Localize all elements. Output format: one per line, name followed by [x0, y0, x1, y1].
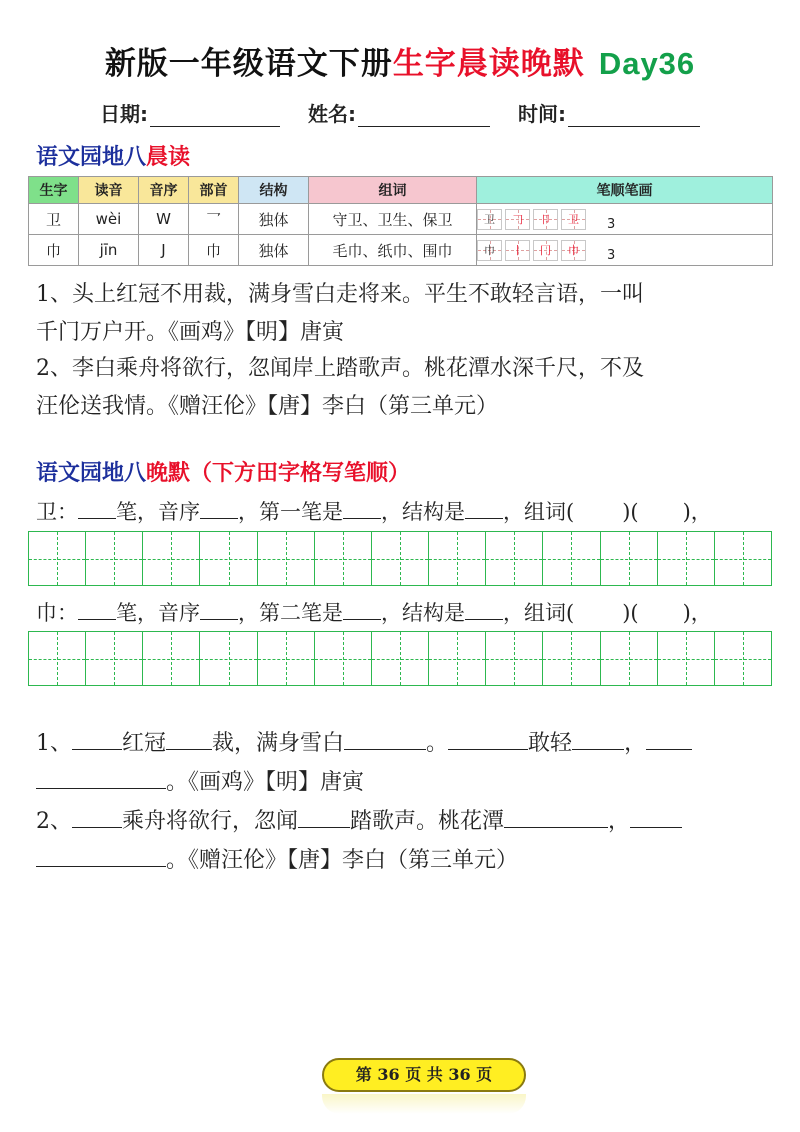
row-words: 毛巾、纸巾、围巾: [309, 235, 477, 266]
recite-line: 。《赠汪伦》【唐】李白（第三单元）: [36, 841, 776, 880]
row-index: W: [139, 204, 189, 235]
question-2: 巾： 笔，音序 ，第二笔是 ，结构是 ，组词( )( )，: [36, 601, 712, 625]
page-indicator: 第 36 页 共 36 页: [322, 1058, 526, 1092]
grid-cell[interactable]: [200, 532, 257, 585]
question-label: 笔，音序: [116, 500, 200, 524]
answer-blank[interactable]: [343, 599, 381, 620]
time-blank[interactable]: [568, 104, 700, 127]
question-label: ，组词(: [503, 500, 575, 524]
poem-1: [36, 276, 776, 352]
recite-line: 1、 红冠 裁，满身雪白 。 敢轻 ，: [36, 724, 776, 763]
page-title: [0, 38, 800, 83]
grid-cell[interactable]: [658, 632, 715, 685]
row-pinyin: wèi: [79, 204, 139, 235]
grid-cell[interactable]: [486, 632, 543, 685]
answer-blank[interactable]: [78, 498, 116, 519]
character-table: [28, 176, 773, 266]
row-char: 卫: [29, 204, 79, 235]
row-char: 巾: [29, 235, 79, 266]
grid-cell[interactable]: [200, 632, 257, 685]
question-label: ，结构是: [381, 601, 465, 625]
morning-section-title: [36, 140, 190, 171]
answer-blank[interactable]: [572, 729, 624, 750]
row-structure: 独体: [239, 235, 309, 266]
answer-blank[interactable]: [36, 768, 166, 789]
question-label: ，组词(: [503, 601, 575, 625]
stroke-step: 卩: [533, 209, 558, 230]
header-pinyin: 读音: [79, 177, 139, 204]
name-blank[interactable]: [358, 104, 490, 127]
date-blank[interactable]: [150, 104, 280, 127]
stroke-step: 丨: [505, 240, 530, 261]
grid-cell[interactable]: [258, 632, 315, 685]
grid-cell[interactable]: [143, 632, 200, 685]
evening-title-red: 晚默（下方田字格写笔顺）: [146, 460, 411, 486]
grid-cell[interactable]: [29, 532, 86, 585]
header-words: 组词: [309, 177, 477, 204]
answer-blank[interactable]: [448, 729, 528, 750]
time-label: 时间:: [518, 102, 566, 126]
grid-cell[interactable]: [258, 532, 315, 585]
grid-cell[interactable]: [543, 632, 600, 685]
answer-blank[interactable]: [36, 846, 166, 867]
answer-blank[interactable]: [78, 599, 116, 620]
grid-cell[interactable]: [715, 532, 771, 585]
row-strokes: [477, 235, 773, 266]
date-label: 日期:: [100, 102, 148, 126]
title-highlight: 生字晨读晚默: [392, 46, 585, 82]
title-day: Day36: [598, 46, 696, 81]
tianzige-grid-1[interactable]: [28, 531, 772, 586]
page-indicator-reflection: [322, 1094, 526, 1114]
date-field[interactable]: [100, 98, 280, 127]
grid-cell[interactable]: [543, 532, 600, 585]
grid-cell[interactable]: [601, 632, 658, 685]
answer-blank[interactable]: [465, 498, 503, 519]
header-strokes: 笔顺笔画: [477, 177, 773, 204]
question-label: ，第二笔是: [238, 601, 343, 625]
tianzige-grid-2[interactable]: [28, 631, 772, 686]
stroke-count: 3: [607, 247, 616, 263]
recite-line: 2、 乘舟将欲行，忽闻 踏歌声。桃花潭 ，: [36, 802, 776, 841]
grid-cell[interactable]: [658, 532, 715, 585]
name-field[interactable]: [308, 98, 490, 127]
answer-blank[interactable]: [630, 807, 682, 828]
question-label: ，结构是: [381, 500, 465, 524]
poem-line: 2、李白乘舟将欲行，忽闻岸上踏歌声。桃花潭水深千尺，不及: [36, 356, 644, 381]
table-row: [29, 204, 773, 235]
header-char: 生字: [29, 177, 79, 204]
question-1: 卫： 笔，音序 ，第一笔是 ，结构是 ，组词( )( )，: [36, 500, 712, 524]
answer-blank[interactable]: [166, 729, 212, 750]
answer-blank[interactable]: [504, 807, 608, 828]
stroke-step: 巾: [477, 240, 502, 261]
header-radical: 部首: [189, 177, 239, 204]
grid-cell[interactable]: [429, 632, 486, 685]
question-label: 笔，音序: [116, 601, 200, 625]
stroke-count: 3: [607, 216, 616, 232]
answer-blank[interactable]: [646, 729, 692, 750]
row-index: J: [139, 235, 189, 266]
row-strokes: [477, 204, 773, 235]
table-row: [29, 235, 773, 266]
answer-blank[interactable]: [343, 498, 381, 519]
grid-cell[interactable]: [601, 532, 658, 585]
grid-cell[interactable]: [29, 632, 86, 685]
grid-cell[interactable]: [429, 532, 486, 585]
answer-blank[interactable]: [72, 807, 122, 828]
name-label: 姓名:: [308, 102, 356, 126]
grid-cell[interactable]: [315, 532, 372, 585]
row-pinyin: jīn: [79, 235, 139, 266]
recite-poem-1: [36, 724, 776, 802]
stroke-step: 冂: [533, 240, 558, 261]
grid-cell[interactable]: [86, 532, 143, 585]
row-radical: 乛: [189, 204, 239, 235]
answer-blank[interactable]: [200, 599, 238, 620]
grid-cell[interactable]: [143, 532, 200, 585]
time-field[interactable]: [518, 98, 700, 127]
grid-cell[interactable]: [486, 532, 543, 585]
info-row: [0, 98, 800, 127]
stroke-step: 卫: [477, 209, 502, 230]
answer-blank[interactable]: [298, 807, 350, 828]
row-radical: 巾: [189, 235, 239, 266]
stroke-step: 𠃌: [505, 209, 530, 230]
question-char: 巾: [36, 601, 57, 625]
morning-title-blue: 语文园地八: [36, 144, 147, 170]
grid-cell[interactable]: [86, 632, 143, 685]
grid-cell[interactable]: [372, 632, 429, 685]
stroke-step: 卫: [561, 209, 586, 230]
grid-cell[interactable]: [372, 532, 429, 585]
title-main: 新版一年级语文下册: [104, 46, 393, 82]
row-structure: 独体: [239, 204, 309, 235]
poem-line: 汪伦送我情。《赠汪伦》【唐】李白（第三单元）: [36, 394, 499, 419]
stroke-step: 巾: [561, 240, 586, 261]
recite-line: 。《画鸡》【明】唐寅: [36, 763, 776, 802]
answer-blank[interactable]: [200, 498, 238, 519]
evening-section-title: [36, 456, 410, 487]
poem-line: 1、头上红冠不用裁，满身雪白走将来。平生不敢轻言语，一叫: [36, 282, 644, 307]
poem-line: 千门万户开。《画鸡》【明】唐寅: [36, 320, 345, 345]
recite-poem-2: [36, 802, 776, 880]
answer-blank[interactable]: [344, 729, 426, 750]
poem-2: [36, 350, 776, 426]
morning-title-red: 晨读: [146, 144, 191, 170]
grid-cell[interactable]: [315, 632, 372, 685]
answer-blank[interactable]: [465, 599, 503, 620]
question-label: ，第一笔是: [238, 500, 343, 524]
table-header-row: [29, 177, 773, 204]
row-words: 守卫、卫生、保卫: [309, 204, 477, 235]
grid-cell[interactable]: [715, 632, 771, 685]
header-index: 音序: [139, 177, 189, 204]
answer-blank[interactable]: [72, 729, 122, 750]
question-char: 卫: [36, 500, 57, 524]
evening-title-blue: 语文园地八: [36, 460, 147, 486]
header-structure: 结构: [239, 177, 309, 204]
